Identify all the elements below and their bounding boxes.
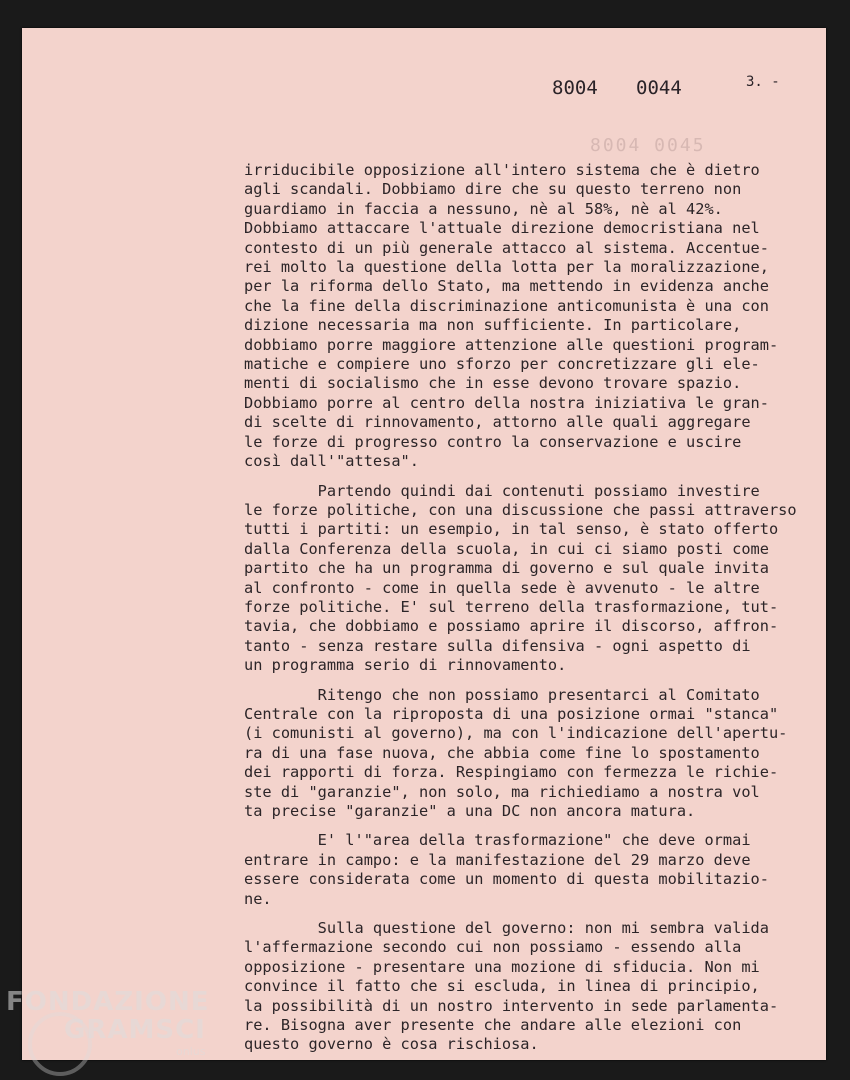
text-line: re. Bisogna aver presente che andare alle elezioni con: [244, 1016, 742, 1035]
text-line: rei molto la questione della lotta per la moralizzazione,: [244, 258, 769, 277]
archive-code-a: 8004: [552, 77, 598, 99]
text-line: essere considerata come un momento di questa mobilitazio-: [244, 870, 769, 889]
paragraph: [244, 482, 834, 676]
text-line: irriducibile opposizione all'intero sistema che è dietro: [244, 161, 760, 179]
paragraph: [244, 919, 834, 1055]
text-line: Centrale con la riproposta di una posizione ormai "stanca": [244, 704, 779, 723]
watermark-line-3: onlus: [176, 1045, 206, 1058]
watermark-line-2: GRAMSCI: [64, 1015, 206, 1045]
text-line: tutti i partiti: un esempio, in tal senso, è stato offerto: [244, 520, 779, 539]
text-line: contesto di un più generale attacco al sistema. Accentue-: [244, 238, 769, 257]
document-body: [244, 161, 834, 1065]
text-line: di scelte di rinnovamento, attorno alle quali aggregare: [244, 413, 751, 432]
text-line: forze politiche. E' sul terreno della trasformazione, tut-: [244, 597, 779, 616]
text-line: le forze politiche, con una discussione che passi attraverso: [244, 500, 797, 519]
paragraph: [244, 686, 834, 822]
archive-code-b: 0044: [636, 77, 682, 99]
text-line: entrare in campo: e la manifestazione del 29 marzo deve: [244, 850, 751, 869]
text-line: un programma serio di rinnovamento.: [244, 656, 567, 675]
text-line: Dobbiamo porre al centro della nostra iniziativa le gran-: [244, 393, 769, 412]
text-line: Dobbiamo attaccare l'attuale direzione democristiana nel: [244, 219, 760, 238]
text-line: Partendo quindi dai contenuti possiamo investire: [244, 481, 760, 500]
text-line: ta precise "garanzie" a una DC non ancora matura.: [244, 802, 696, 820]
text-line: l'affermazione secondo cui non possiamo - essendo alla: [244, 938, 742, 957]
text-line: dalla Conferenza della scuola, in cui ci siamo posti come: [244, 539, 769, 558]
text-line: agli scandali. Dobbiamo dire che su questo terreno non: [244, 180, 742, 199]
text-line: le forze di progresso contro la conservazione e uscire: [244, 432, 742, 451]
text-line: convince il fatto che si escluda, in linea di principio,: [244, 977, 760, 996]
watermark-line-1: FONDAZIONE: [6, 987, 210, 1017]
text-line: (i comunisti al governo), ma con l'indicazione dell'apertu-: [244, 724, 788, 743]
text-line: Ritengo che non possiamo presentarci al Comitato: [244, 685, 760, 704]
text-line: tavia, che dobbiamo e possiamo aprire il discorso, affron-: [244, 617, 779, 636]
bleed-through-code: 8004 0045: [590, 135, 706, 156]
paragraph: [244, 831, 834, 909]
text-line: dei rapporti di forza. Respingiamo con fermezza le richie-: [244, 763, 779, 782]
text-line: tanto - senza restare sulla difensiva - ogni aspetto di: [244, 636, 751, 655]
text-line: che la fine della discriminazione anticomunista è una con: [244, 296, 769, 315]
text-line: ste di "garanzie", non solo, ma richiediamo a nostra vol: [244, 782, 760, 801]
text-line: E' l'"area della trasformazione" che deve ormai: [244, 831, 751, 850]
text-line: dizione necessaria ma non sufficiente. In particolare,: [244, 316, 742, 335]
text-line: partito che ha un programma di governo e sul quale invita: [244, 559, 769, 578]
text-line: questo governo è cosa rischiosa.: [244, 1035, 539, 1054]
fondazione-gramsci-watermark: [6, 988, 209, 1066]
text-line: Sulla questione del governo: non mi sembra valida: [244, 919, 769, 938]
text-line: la possibilità di un nostro intervento in sede parlamenta-: [244, 996, 779, 1015]
text-line: al confronto - come in quella sede è avvenuto - le altre: [244, 578, 760, 597]
paragraph: [244, 161, 834, 472]
text-line: opposizione - presentare una mozione di sfiducia. Non mi: [244, 957, 760, 976]
text-line: così dall'"attesa".: [244, 452, 419, 471]
text-line: guardiamo in faccia a nessuno, nè al 58%, nè al 42%.: [244, 199, 723, 218]
page-number: 3. -: [746, 74, 780, 90]
text-line: matiche e compiere uno sforzo per concretizzare gli ele-: [244, 355, 760, 374]
text-line: ra di una fase nuova, che abbia come fine lo spostamento: [244, 743, 760, 762]
text-line: dobbiamo porre maggiore attenzione alle questioni program-: [244, 335, 779, 354]
text-line: ne.: [244, 889, 272, 908]
text-line: menti di socialismo che in esse devono trovare spazio.: [244, 374, 742, 393]
text-line: per la riforma dello Stato, ma mettendo in evidenza anche: [244, 277, 769, 296]
